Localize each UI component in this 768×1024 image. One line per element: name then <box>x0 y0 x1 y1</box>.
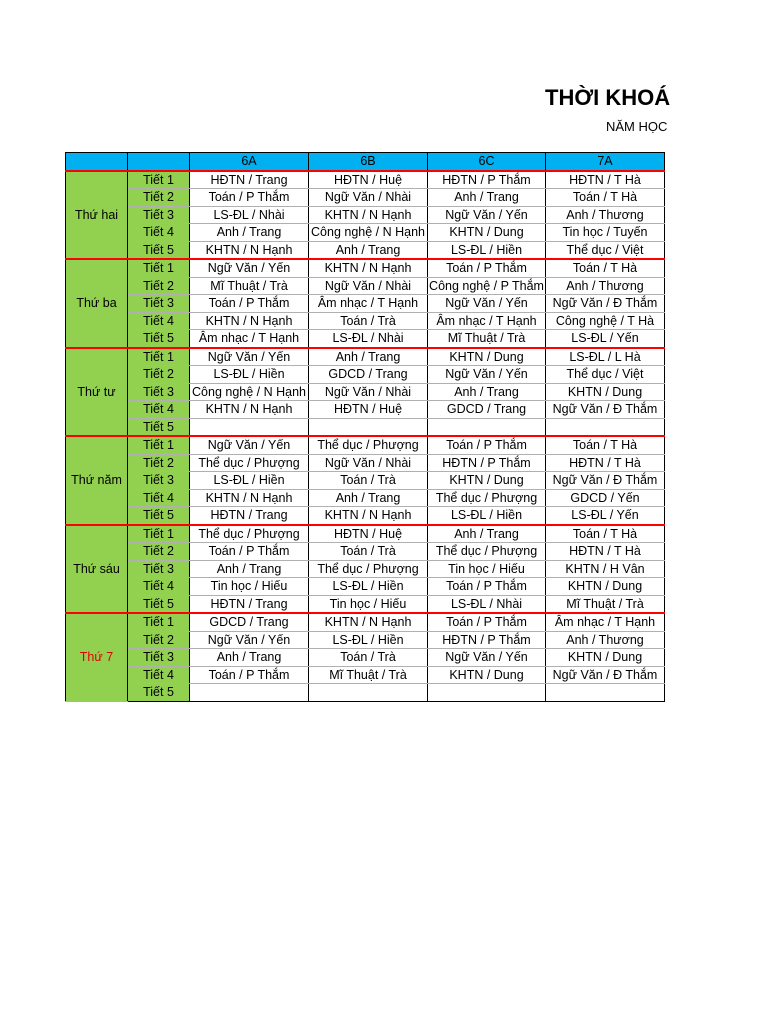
table-row <box>66 560 665 578</box>
schedule-cell[interactable]: KHTN / N Hạnh <box>190 241 309 259</box>
period-label[interactable]: Tiết 1 <box>128 171 190 189</box>
schedule-cell[interactable]: Ngữ Văn / Nhài <box>309 383 428 401</box>
schedule-cell[interactable]: Anh / Trang <box>309 489 428 507</box>
schedule-cell[interactable]: Toán / T Hà <box>546 259 665 277</box>
period-label[interactable]: Tiết 4 <box>128 489 190 507</box>
schedule-cell[interactable]: KHTN / Dung <box>546 649 665 667</box>
table-row <box>66 595 665 613</box>
schedule-cell[interactable]: KHTN / Dung <box>546 383 665 401</box>
schedule-cell[interactable] <box>190 418 309 436</box>
table-row <box>66 312 665 330</box>
schedule-cell[interactable]: Công nghệ / P Thắm <box>429 278 544 293</box>
schedule-cell[interactable]: Âm nhạc / T Hạnh <box>428 312 546 330</box>
schedule-cell[interactable]: Thể dục / Phượng <box>428 489 546 507</box>
schedule-cell[interactable]: Công nghệ / T Hà <box>546 312 665 330</box>
page-title: THỜI KHOÁ <box>545 85 671 110</box>
schedule-cell[interactable]: HĐTN / Huệ <box>309 401 428 419</box>
schedule-cell[interactable] <box>428 684 546 702</box>
table-row <box>66 241 665 259</box>
schedule-cell[interactable]: Ngữ Văn / Nhài <box>309 189 428 207</box>
table-row <box>66 543 665 561</box>
page-subtitle: NĂM HỌC <box>606 119 668 134</box>
schedule-cell[interactable]: LS-ĐL / Hiền <box>428 507 546 525</box>
schedule-cell[interactable]: Âm nhạc / T Hạnh <box>190 330 309 348</box>
schedule-cell[interactable]: Toán / P Thắm <box>428 436 546 454</box>
schedule-cell[interactable]: Mĩ Thuật / Trà <box>428 330 546 348</box>
schedule-cell[interactable]: HĐTN / Huệ <box>309 171 428 189</box>
schedule-cell[interactable]: Toán / T Hà <box>546 525 665 543</box>
schedule-cell[interactable]: LS-ĐL / Hiền <box>309 578 428 596</box>
schedule-cell[interactable]: Anh / Trang <box>309 241 428 259</box>
table-row <box>66 383 665 401</box>
timetable <box>65 152 665 702</box>
period-label[interactable]: Tiết 2 <box>128 454 190 472</box>
schedule-cell[interactable]: Âm nhạc / T Hạnh <box>309 295 428 313</box>
table-row <box>66 666 665 684</box>
schedule-cell[interactable]: Mĩ Thuật / Trà <box>546 595 665 613</box>
period-label[interactable]: Tiết 3 <box>128 383 190 401</box>
schedule-cell[interactable]: LS-ĐL / Hiền <box>428 241 546 259</box>
schedule-cell[interactable]: Ngữ Văn / Yến <box>428 366 546 384</box>
schedule-cell[interactable]: LS-ĐL / Yến <box>546 330 665 348</box>
header-blank-cell[interactable] <box>66 153 128 171</box>
period-label[interactable]: Tiết 4 <box>128 312 190 330</box>
period-label[interactable]: Tiết 5 <box>128 507 190 525</box>
period-label[interactable]: Tiết 4 <box>128 578 190 596</box>
schedule-cell[interactable]: Toán / Trà <box>309 312 428 330</box>
table-row <box>66 366 665 384</box>
schedule-cell[interactable]: Anh / Trang <box>190 560 309 578</box>
period-label[interactable]: Tiết 5 <box>128 595 190 613</box>
schedule-cell[interactable]: LS-ĐL / L Hà <box>546 348 665 366</box>
period-label[interactable]: Tiết 5 <box>128 330 190 348</box>
schedule-cell[interactable]: KHTN / N Hạnh <box>190 401 309 419</box>
day-label-thu-nam[interactable]: Thứ năm <box>66 436 128 525</box>
table-row <box>66 206 665 224</box>
table-row <box>66 259 665 277</box>
schedule-cell[interactable]: Anh / Trang <box>428 189 546 207</box>
schedule-cell[interactable]: HĐTN / T Hà <box>546 454 665 472</box>
schedule-cell[interactable]: HĐTN / Trang <box>190 595 309 613</box>
schedule-cell[interactable]: Toán / T Hà <box>546 189 665 207</box>
schedule-cell[interactable] <box>428 418 546 436</box>
schedule-cell[interactable]: Anh / Trang <box>428 383 546 401</box>
header-blank-cell[interactable] <box>128 153 190 171</box>
schedule-cell[interactable]: Ngữ Văn / Yến <box>190 348 309 366</box>
schedule-cell[interactable]: Toán / T Hà <box>546 436 665 454</box>
schedule-cell[interactable]: Anh / Thương <box>546 206 665 224</box>
table-row <box>66 507 665 525</box>
schedule-cell[interactable]: Ngữ Văn / Nhài <box>309 277 428 295</box>
schedule-cell[interactable]: GDCD / Trang <box>190 613 309 631</box>
column-header-6a[interactable]: 6A <box>190 153 309 171</box>
schedule-cell[interactable]: Thể dục / Phượng <box>309 560 428 578</box>
schedule-cell[interactable] <box>546 418 665 436</box>
table-row <box>66 330 665 348</box>
schedule-cell[interactable]: Thể dục / Phượng <box>190 525 309 543</box>
table-row <box>66 277 665 295</box>
schedule-cell[interactable]: Tin học / Hiếu <box>309 595 428 613</box>
schedule-cell[interactable]: Ngữ Văn / Nhài <box>309 454 428 472</box>
period-label[interactable]: Tiết 4 <box>128 224 190 242</box>
schedule-cell[interactable]: LS-ĐL / Hiền <box>190 366 309 384</box>
schedule-cell[interactable]: LS-ĐL / Hiền <box>309 631 428 649</box>
schedule-cell[interactable]: HĐTN / P Thắm <box>428 631 546 649</box>
table-row <box>66 454 665 472</box>
schedule-cell[interactable]: KHTN / Dung <box>428 666 546 684</box>
schedule-cell[interactable]: Toán / Trà <box>309 543 428 561</box>
schedule-cell[interactable]: Toán / P Thắm <box>190 543 309 561</box>
schedule-cell[interactable]: LS-ĐL / Nhài <box>428 595 546 613</box>
schedule-cell[interactable]: HĐTN / Trang <box>190 507 309 525</box>
schedule-cell[interactable]: KHTN / Dung <box>428 472 546 490</box>
schedule-cell[interactable]: KHTN / N Hạnh <box>309 507 428 525</box>
schedule-cell[interactable]: HĐTN / P Thắm <box>428 171 546 189</box>
period-label[interactable]: Tiết 2 <box>128 543 190 561</box>
period-label[interactable]: Tiết 4 <box>128 666 190 684</box>
schedule-cell[interactable]: KHTN / H Vân <box>546 560 665 578</box>
schedule-cell[interactable]: HĐTN / T Hà <box>546 543 665 561</box>
schedule-cell[interactable]: Tin học / Tuyến <box>546 224 665 242</box>
schedule-cell[interactable]: Thể dục / Việt <box>546 366 665 384</box>
schedule-cell[interactable]: Công nghệ / N Hạnh <box>309 224 428 242</box>
schedule-cell[interactable]: Toán / P Thắm <box>428 578 546 596</box>
column-header-6b[interactable]: 6B <box>309 153 428 171</box>
schedule-cell[interactable]: Anh / Thương <box>546 277 665 295</box>
schedule-cell[interactable]: LS-ĐL / Yến <box>546 507 665 525</box>
schedule-cell[interactable]: LS-ĐL / Hiền <box>190 472 309 490</box>
column-header-7a[interactable]: 7A <box>546 153 665 171</box>
day-label-thu-hai[interactable]: Thứ hai <box>66 171 128 260</box>
period-label[interactable]: Tiết 5 <box>128 684 190 702</box>
table-row <box>66 401 665 419</box>
schedule-cell[interactable]: Anh / Thương <box>546 631 665 649</box>
period-label[interactable]: Tiết 3 <box>128 295 190 313</box>
schedule-cell[interactable]: Ngữ Văn / Yến <box>428 295 546 313</box>
schedule-cell[interactable]: Ngữ Văn / Đ Thắm <box>546 666 665 684</box>
period-label[interactable]: Tiết 1 <box>128 613 190 631</box>
period-label[interactable]: Tiết 1 <box>128 525 190 543</box>
schedule-cell[interactable]: HĐTN / P Thắm <box>428 454 546 472</box>
period-label[interactable]: Tiết 3 <box>128 206 190 224</box>
period-label[interactable]: Tiết 2 <box>128 366 190 384</box>
schedule-cell[interactable]: Ngữ Văn / Yến <box>428 649 546 667</box>
schedule-cell[interactable]: Thể dục / Phượng <box>309 436 428 454</box>
table-row <box>66 436 665 454</box>
schedule-cell[interactable]: Anh / Trang <box>309 348 428 366</box>
period-label[interactable]: Tiết 1 <box>128 259 190 277</box>
schedule-cell[interactable]: Tin học / Hiếu <box>428 560 546 578</box>
schedule-cell[interactable] <box>309 684 428 702</box>
schedule-cell[interactable]: HĐTN / Trang <box>190 171 309 189</box>
schedule-cell[interactable]: KHTN / Dung <box>428 348 546 366</box>
schedule-cell[interactable]: KHTN / Dung <box>546 578 665 596</box>
schedule-cell[interactable]: GDCD / Trang <box>309 366 428 384</box>
schedule-cell[interactable] <box>190 684 309 702</box>
table-row <box>66 525 665 543</box>
table-row <box>66 295 665 313</box>
schedule-cell[interactable]: HĐTN / T Hà <box>546 171 665 189</box>
period-label[interactable]: Tiết 3 <box>128 560 190 578</box>
day-label-thu-7[interactable]: Thứ 7 <box>66 613 128 701</box>
table-row <box>66 489 665 507</box>
schedule-cell[interactable]: Mĩ Thuật / Trà <box>190 277 309 295</box>
table-row <box>66 649 665 667</box>
period-label[interactable]: Tiết 4 <box>128 401 190 419</box>
schedule-cell[interactable]: Tin học / Hiếu <box>190 578 309 596</box>
table-row <box>66 348 665 366</box>
schedule-cell[interactable]: Công nghệ / N Hạnh <box>190 383 309 401</box>
schedule-cell[interactable]: Ngữ Văn / Yến <box>190 259 309 277</box>
schedule-cell[interactable]: Thể dục / Việt <box>546 241 665 259</box>
schedule-cell[interactable]: Toán / P Thắm <box>428 259 546 277</box>
schedule-cell[interactable]: Toán / P Thắm <box>428 613 546 631</box>
column-header-6c[interactable]: 6C <box>428 153 546 171</box>
schedule-cell[interactable]: GDCD / Yến <box>546 489 665 507</box>
schedule-cell[interactable]: Toán / Trà <box>309 649 428 667</box>
schedule-cell[interactable]: Âm nhạc / T Hạnh <box>546 613 665 631</box>
schedule-cell[interactable]: Mĩ Thuật / Trà <box>309 666 428 684</box>
schedule-cell[interactable]: Anh / Trang <box>190 649 309 667</box>
schedule-cell[interactable]: KHTN / N Hạnh <box>190 489 309 507</box>
schedule-cell[interactable]: Ngữ Văn / Yến <box>190 436 309 454</box>
schedule-cell[interactable] <box>309 418 428 436</box>
schedule-cell[interactable]: Toán / P Thắm <box>190 189 309 207</box>
schedule-cell[interactable]: Anh / Trang <box>190 224 309 242</box>
day-label-thu-tu[interactable]: Thứ tư <box>66 348 128 437</box>
day-label-thu-sau[interactable]: Thứ sáu <box>66 525 128 614</box>
period-label[interactable]: Tiết 3 <box>128 472 190 490</box>
schedule-cell[interactable]: Thể dục / Phượng <box>428 543 546 561</box>
schedule-cell[interactable]: KHTN / N Hạnh <box>309 259 428 277</box>
period-label[interactable]: Tiết 1 <box>128 436 190 454</box>
period-label[interactable]: Tiết 2 <box>128 631 190 649</box>
table-row <box>66 578 665 596</box>
schedule-cell[interactable]: Ngữ Văn / Yến <box>428 206 546 224</box>
schedule-cell[interactable]: LS-ĐL / Nhài <box>190 206 309 224</box>
table-row <box>66 418 665 436</box>
header-row <box>66 153 665 171</box>
schedule-cell[interactable]: Toán / P Thắm <box>190 666 309 684</box>
schedule-cell[interactable]: KHTN / N Hạnh <box>309 206 428 224</box>
table-row <box>66 613 665 631</box>
period-label[interactable]: Tiết 5 <box>128 241 190 259</box>
schedule-cell[interactable]: Thể dục / Phượng <box>190 454 309 472</box>
schedule-cell[interactable]: Toán / Trà <box>309 472 428 490</box>
schedule-cell[interactable]: LS-ĐL / Nhài <box>309 330 428 348</box>
schedule-cell[interactable]: KHTN / Dung <box>428 224 546 242</box>
table-row <box>66 224 665 242</box>
schedule-cell[interactable]: Anh / Trang <box>428 525 546 543</box>
period-label[interactable]: Tiết 2 <box>128 189 190 207</box>
period-label[interactable]: Tiết 3 <box>128 649 190 667</box>
day-label-thu-ba[interactable]: Thứ ba <box>66 259 128 348</box>
schedule-cell[interactable] <box>546 684 665 702</box>
period-label[interactable]: Tiết 5 <box>128 418 190 436</box>
schedule-cell[interactable]: GDCD / Trang <box>428 401 546 419</box>
schedule-cell[interactable]: KHTN / N Hạnh <box>190 312 309 330</box>
schedule-cell[interactable]: Ngữ Văn / Đ Thắm <box>546 295 665 313</box>
timetable-sheet <box>65 152 664 702</box>
table-row <box>66 472 665 490</box>
table-row <box>66 171 665 189</box>
schedule-cell[interactable]: Toán / P Thắm <box>190 295 309 313</box>
schedule-cell[interactable]: KHTN / N Hạnh <box>309 613 428 631</box>
schedule-cell[interactable]: Ngữ Văn / Đ Thắm <box>546 401 665 419</box>
schedule-cell[interactable]: Ngữ Văn / Đ Thắm <box>546 472 665 490</box>
period-label[interactable]: Tiết 2 <box>128 277 190 295</box>
schedule-cell[interactable]: HĐTN / Huệ <box>309 525 428 543</box>
table-row <box>66 684 665 702</box>
table-row <box>66 189 665 207</box>
table-row <box>66 631 665 649</box>
schedule-cell[interactable]: Ngữ Văn / Yến <box>190 631 309 649</box>
period-label[interactable]: Tiết 1 <box>128 348 190 366</box>
